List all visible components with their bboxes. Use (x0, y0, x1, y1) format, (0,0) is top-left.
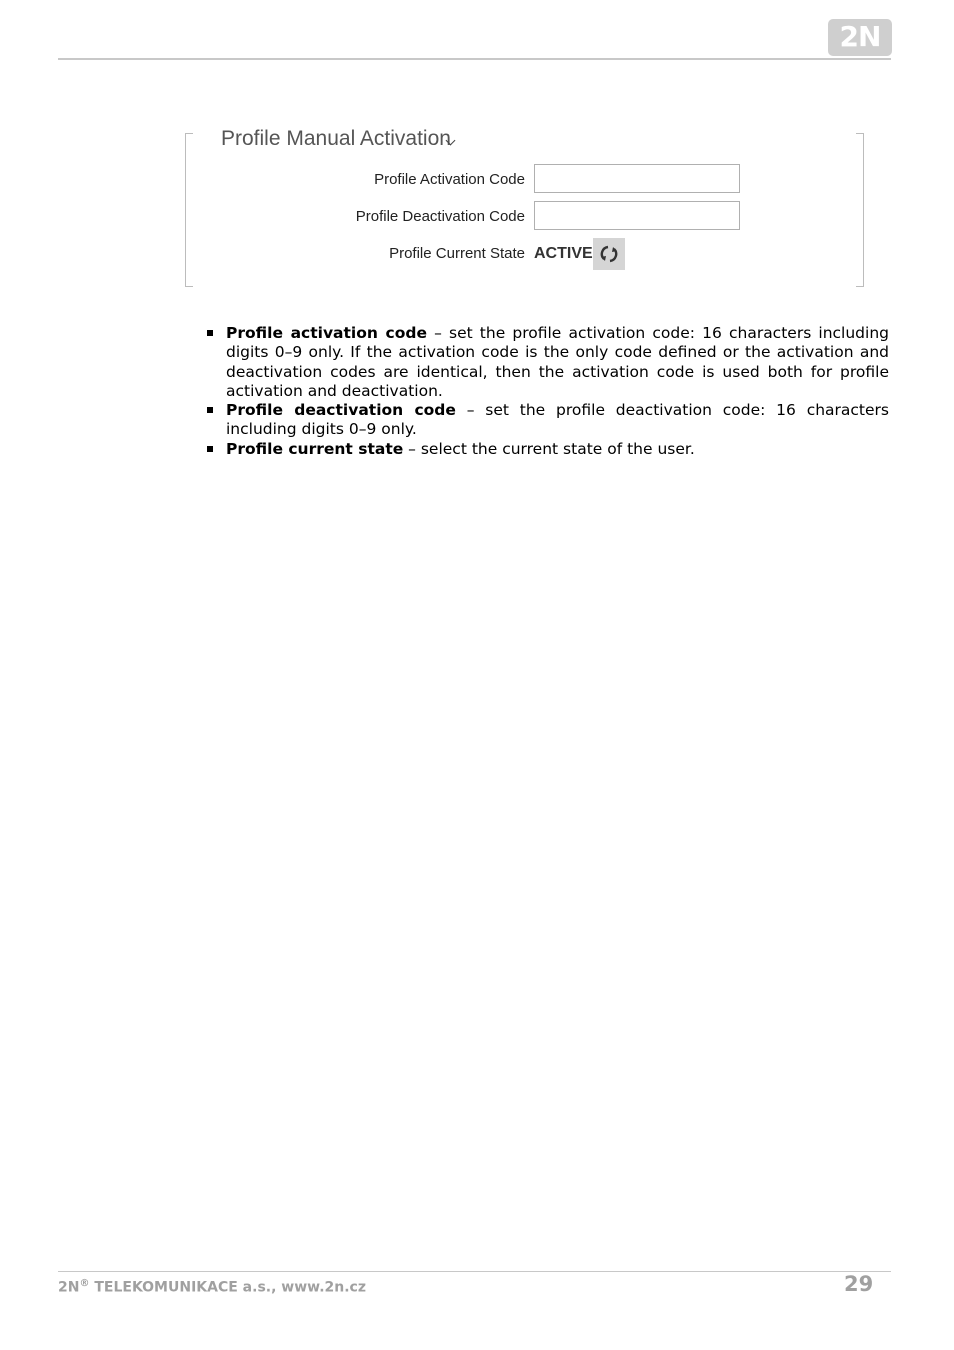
current-state-value: ACTIVE (534, 245, 593, 262)
list-item (206, 401, 889, 440)
registered-mark: ® (79, 1278, 90, 1289)
bullet-term: Profile current state (226, 439, 404, 458)
list-item (206, 324, 889, 401)
bullet-term: Profile deactivation code (226, 401, 456, 420)
bullet-text: – select the current state of the user. (403, 439, 695, 458)
bullet-text: – set the profile activation code: 16 characters including digits 0–9 only. If the activation code is the only code defined or the activation and deactivation codes are identical, then the activation code is used both for profile activation and deactivation. (226, 324, 889, 400)
profile-manual-activation-panel (185, 127, 865, 287)
refresh-icon (599, 244, 619, 264)
deactivation-code-label: Profile Deactivation Code (355, 208, 525, 225)
refresh-state-button[interactable] (593, 238, 625, 270)
field-description-list (206, 324, 889, 459)
header-divider (58, 58, 891, 60)
activation-code-input[interactable] (534, 164, 740, 193)
footer-company (58, 1278, 366, 1296)
footer-company-text: TELEKOMUNIKACE a.s., www.2n.cz (89, 1279, 366, 1296)
panel-title[interactable] (221, 127, 451, 151)
bullet-term: Profile activation code (226, 324, 427, 342)
panel-right-bracket (856, 133, 864, 287)
footer-brand: 2N (58, 1279, 80, 1296)
current-state-label: Profile Current State (389, 245, 525, 262)
panel-left-bracket (185, 133, 193, 287)
panel-title-text: Profile Manual Activation (221, 127, 451, 150)
footer-divider (58, 1271, 891, 1272)
list-item (206, 440, 889, 459)
deactivation-code-input[interactable] (534, 201, 740, 230)
activation-code-label: Profile Activation Code (374, 171, 525, 188)
bullet-text: – set the profile deactivation code: 16 characters including digits 0–9 only. (226, 401, 889, 439)
page-number: 29 (844, 1272, 874, 1296)
company-logo (828, 19, 892, 56)
logo-text: 2N (839, 20, 881, 53)
